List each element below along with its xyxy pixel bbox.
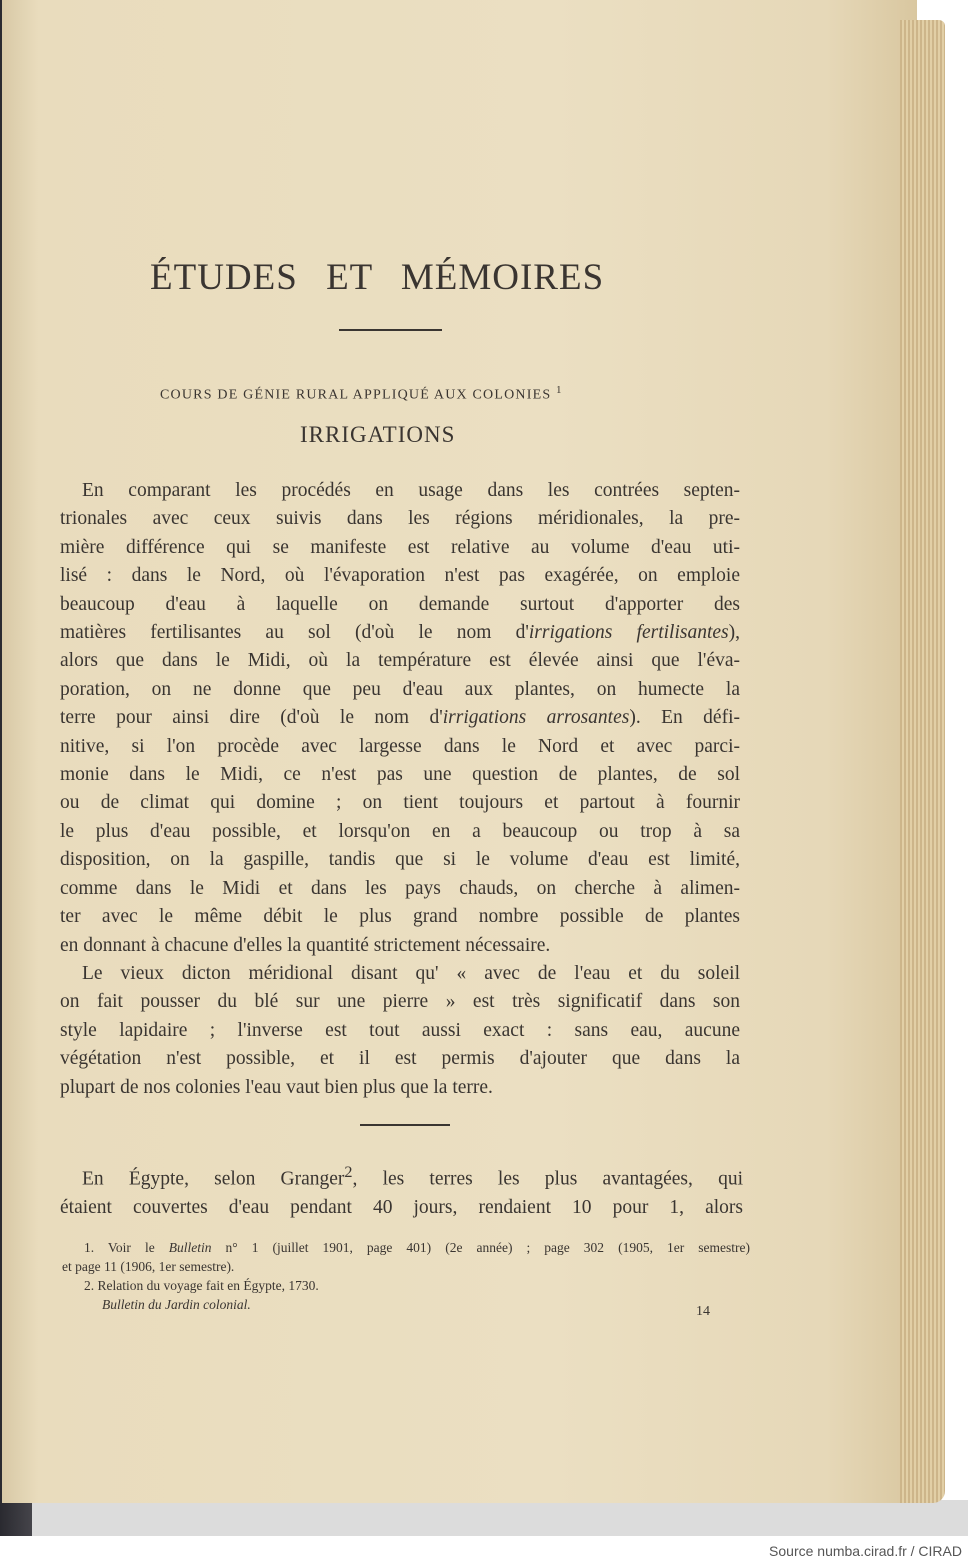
line-text: style lapidaire ; l'inverse est tout aussi exact : sans eau, aucune <box>60 1019 740 1041</box>
line-text: , les terres les plus avantagées, qui <box>352 1168 743 1190</box>
footnote-1-cont: et page 11 (1906, 1er semestre). <box>62 1259 235 1274</box>
body-text <box>60 477 740 1102</box>
section-title: ÉTUDES ET MÉMOIRES <box>150 257 605 298</box>
text-line <box>60 846 740 874</box>
signature-number: 14 <box>696 1304 710 1319</box>
line-text: Le vieux dicton méridional disant qu' « avec de l'eau et du soleil <box>82 962 740 984</box>
paragraph-1 <box>60 477 740 960</box>
line-text: le plus d'eau possible, et lorsqu'on en a beaucoup ou trop à sa <box>60 820 740 842</box>
text-line <box>60 704 740 732</box>
line-text: on fait pousser du blé sur une pierre » est très significatif dans son <box>60 991 740 1013</box>
source-credit: Source numba.cirad.fr / CIRAD <box>769 1543 962 1559</box>
line-text: lisé : dans le Nord, où l'évaporation n'est pas exagérée, on emploie <box>60 565 740 587</box>
text-line <box>60 505 740 533</box>
course-heading-text: COURS DE GÉNIE RURAL APPLIQUÉ AUX COLONIES <box>160 387 552 403</box>
footnote-ref: 1 <box>556 384 563 396</box>
text-line <box>60 789 740 817</box>
text-line <box>60 534 740 562</box>
text-line <box>60 733 740 761</box>
line-text: terre pour ainsi dire (d'où le nom d' <box>60 707 443 729</box>
footnote-1 <box>62 1238 750 1257</box>
line-text: ), <box>728 622 740 644</box>
line-text: monie dans le Midi, ce n'est pas une question de plantes, de sol <box>60 764 740 786</box>
text-line <box>60 932 740 960</box>
footnote-text: 1. Voir le <box>84 1240 169 1255</box>
text-line <box>60 1194 743 1222</box>
line-text: trionales avec ceux suivis dans les régions méridionales, la pre- <box>60 508 740 530</box>
running-footer: Bulletin du Jardin colonial. <box>102 1297 251 1312</box>
footnote-text: n° 1 (juillet 1901, page 401) (2e année) ; page 302 (1905, 1er semestre) <box>211 1240 750 1255</box>
line-text: poration, on ne donne que peu d'eau aux plantes, on humecte la <box>60 678 740 700</box>
line-text: ter avec le même débit le plus grand nombre possible de plantes <box>60 906 740 928</box>
line-text: ). En défi- <box>629 707 740 729</box>
text-line <box>60 1045 740 1073</box>
text-line <box>60 960 740 988</box>
article-title: IRRIGATIONS <box>300 422 456 447</box>
line-text: en donnant à chacune d'elles la quantité strictement nécessaire. <box>60 934 551 956</box>
paragraph-3 <box>60 1158 743 1222</box>
italic-term: irrigations fertilisantes <box>528 622 729 644</box>
footnote-italic: Bulletin <box>168 1240 212 1255</box>
body-text-continued <box>60 1158 743 1222</box>
section-rule <box>360 1124 450 1126</box>
title-rule <box>339 329 442 331</box>
line-text: alors que dans le Midi, où la température est élevée ainsi que l'éva- <box>60 650 740 672</box>
footnotes <box>62 1238 750 1314</box>
line-text: étaient couvertes d'eau pendant 40 jours, rendaient 10 pour 1, alors <box>60 1196 743 1218</box>
text-line <box>60 1017 740 1045</box>
paragraph-2 <box>60 960 740 1102</box>
line-text: En Égypte, selon Granger <box>82 1168 345 1190</box>
text-line <box>60 903 740 931</box>
text-line <box>60 619 740 647</box>
text-line <box>60 591 740 619</box>
text-line <box>60 647 740 675</box>
text-line <box>60 1074 740 1102</box>
text-line <box>60 477 740 505</box>
text-line <box>60 676 740 704</box>
line-text: beaucoup d'eau à laquelle on demande surtout d'apporter des <box>60 593 740 615</box>
italic-term: irrigations arrosantes <box>442 707 630 729</box>
text-line <box>60 988 740 1016</box>
text-line <box>60 1158 743 1194</box>
course-heading <box>160 384 563 404</box>
line-text: végétation n'est possible, et il est permis d'ajouter que dans la <box>60 1048 740 1070</box>
line-text: En comparant les procédés en usage dans les contrées septen- <box>82 480 740 501</box>
page-stack-edge <box>900 20 945 1503</box>
footnote-ref: 2 <box>344 1163 353 1181</box>
text-line <box>60 562 740 590</box>
line-text: disposition, on la gaspille, tandis que si le volume d'eau est limité, <box>60 849 740 871</box>
line-text: matières fertilisantes au sol (d'où le nom d' <box>60 622 529 644</box>
scanner-background <box>0 1500 968 1536</box>
line-text: plupart de nos colonies l'eau vaut bien plus que la terre. <box>60 1076 493 1098</box>
text-line <box>60 875 740 903</box>
text-line <box>60 761 740 789</box>
footnote-2: 2. Relation du voyage fait en Égypte, 1730. <box>84 1278 319 1293</box>
line-text: comme dans le Midi et dans les pays chauds, on cherche à alimen- <box>60 877 740 899</box>
line-text: ou de climat qui domine ; on tient toujours et partout à fournir <box>60 792 740 814</box>
line-text: mière différence qui se manifeste est relative au volume d'eau uti- <box>60 536 740 558</box>
line-text: nitive, si l'on procède avec largesse dans le Nord et avec parci- <box>60 735 740 757</box>
text-line <box>60 818 740 846</box>
